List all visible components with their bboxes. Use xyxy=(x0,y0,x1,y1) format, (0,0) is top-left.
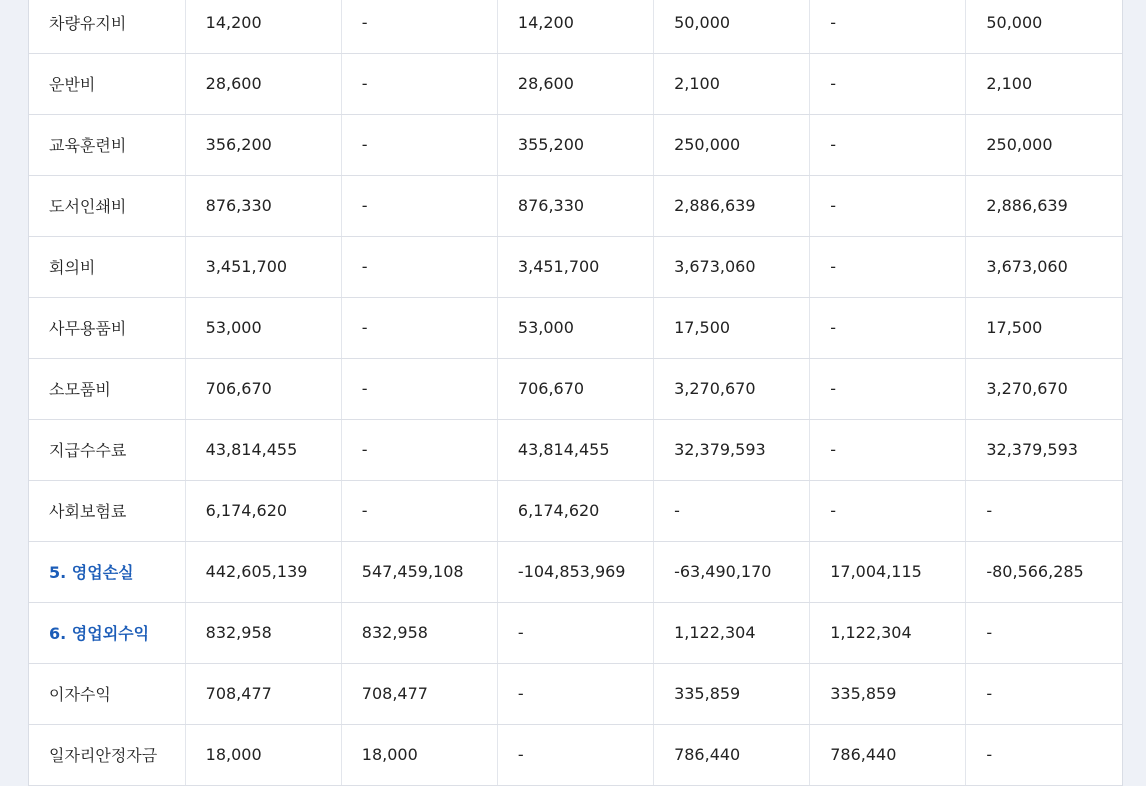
table-cell: - xyxy=(966,724,1122,785)
table-row xyxy=(29,663,1122,724)
table-cell: 3,270,670 xyxy=(966,358,1122,419)
table-cell: - xyxy=(341,358,497,419)
table-cell: 18,000 xyxy=(341,724,497,785)
table-cell: - xyxy=(341,114,497,175)
table-cell: - xyxy=(810,419,966,480)
table-cell: 335,859 xyxy=(810,663,966,724)
table-cell: 50,000 xyxy=(966,0,1122,53)
table-cell: - xyxy=(654,480,810,541)
table-cell: 18,000 xyxy=(185,724,341,785)
table-cell: 708,477 xyxy=(185,663,341,724)
table-cell: - xyxy=(497,602,653,663)
row-label: 회의비 xyxy=(29,236,185,297)
row-label: 차량유지비 xyxy=(29,0,185,53)
table-cell: 335,859 xyxy=(654,663,810,724)
table-cell: - xyxy=(810,53,966,114)
table-cell: 14,200 xyxy=(497,0,653,53)
table-cell: - xyxy=(341,175,497,236)
table-cell: 43,814,455 xyxy=(185,419,341,480)
table-cell: - xyxy=(810,297,966,358)
table-cell: - xyxy=(966,602,1122,663)
table-cell: 17,500 xyxy=(654,297,810,358)
table-cell: 442,605,139 xyxy=(185,541,341,602)
table-cell: 3,451,700 xyxy=(497,236,653,297)
financial-table-container xyxy=(28,0,1123,786)
row-label: 일자리안정자금 xyxy=(29,724,185,785)
table-cell: - xyxy=(341,53,497,114)
table-row xyxy=(29,358,1122,419)
table-row xyxy=(29,419,1122,480)
table-cell: - xyxy=(966,480,1122,541)
table-cell: 356,200 xyxy=(185,114,341,175)
table-row xyxy=(29,602,1122,663)
row-label: 지급수수료 xyxy=(29,419,185,480)
table-cell: - xyxy=(810,480,966,541)
row-label: 운반비 xyxy=(29,53,185,114)
table-cell: 3,270,670 xyxy=(654,358,810,419)
table-cell: 708,477 xyxy=(341,663,497,724)
row-label: 교육훈련비 xyxy=(29,114,185,175)
table-cell: 1,122,304 xyxy=(810,602,966,663)
table-cell: 786,440 xyxy=(654,724,810,785)
table-cell: -104,853,969 xyxy=(497,541,653,602)
table-cell: 3,673,060 xyxy=(966,236,1122,297)
table-row xyxy=(29,114,1122,175)
table-cell: 28,600 xyxy=(185,53,341,114)
table-cell: 706,670 xyxy=(185,358,341,419)
table-cell: 3,673,060 xyxy=(654,236,810,297)
table-cell: 832,958 xyxy=(341,602,497,663)
table-row xyxy=(29,541,1122,602)
table-cell: - xyxy=(966,663,1122,724)
table-cell: 50,000 xyxy=(654,0,810,53)
table-cell: 3,451,700 xyxy=(185,236,341,297)
row-label: 소모품비 xyxy=(29,358,185,419)
section-label: 5. 영업손실 xyxy=(29,541,185,602)
row-label: 이자수익 xyxy=(29,663,185,724)
table-cell: 2,100 xyxy=(654,53,810,114)
table-cell: 547,459,108 xyxy=(341,541,497,602)
table-cell: - xyxy=(810,175,966,236)
table-cell: 32,379,593 xyxy=(654,419,810,480)
table-cell: 28,600 xyxy=(497,53,653,114)
table-cell: 355,200 xyxy=(497,114,653,175)
table-cell: 250,000 xyxy=(654,114,810,175)
row-label: 사무용품비 xyxy=(29,297,185,358)
table-cell: 14,200 xyxy=(185,0,341,53)
row-label: 사회보험료 xyxy=(29,480,185,541)
table-cell: - xyxy=(341,480,497,541)
table-cell: - xyxy=(497,663,653,724)
table-cell: - xyxy=(341,297,497,358)
table-cell: 53,000 xyxy=(185,297,341,358)
table-cell: - xyxy=(810,236,966,297)
table-cell: 6,174,620 xyxy=(497,480,653,541)
table-row xyxy=(29,480,1122,541)
table-row xyxy=(29,297,1122,358)
table-cell: 1,122,304 xyxy=(654,602,810,663)
section-label: 6. 영업외수익 xyxy=(29,602,185,663)
row-label: 도서인쇄비 xyxy=(29,175,185,236)
table-row xyxy=(29,0,1122,53)
table-cell: 43,814,455 xyxy=(497,419,653,480)
table-row xyxy=(29,236,1122,297)
table-cell: 17,004,115 xyxy=(810,541,966,602)
table-row xyxy=(29,175,1122,236)
table-cell: 876,330 xyxy=(185,175,341,236)
table-cell: 786,440 xyxy=(810,724,966,785)
table-cell: - xyxy=(810,0,966,53)
table-cell: - xyxy=(810,358,966,419)
table-cell: 53,000 xyxy=(497,297,653,358)
table-cell: 2,100 xyxy=(966,53,1122,114)
table-cell: - xyxy=(497,724,653,785)
table-body xyxy=(29,0,1122,785)
table-cell: 32,379,593 xyxy=(966,419,1122,480)
table-cell: 250,000 xyxy=(966,114,1122,175)
table-cell: - xyxy=(341,0,497,53)
table-cell: 2,886,639 xyxy=(654,175,810,236)
table-row xyxy=(29,53,1122,114)
table-cell: - xyxy=(810,114,966,175)
table-cell: - xyxy=(341,236,497,297)
table-cell: - xyxy=(341,419,497,480)
table-cell: 876,330 xyxy=(497,175,653,236)
table-cell: -80,566,285 xyxy=(966,541,1122,602)
financial-table xyxy=(29,0,1122,786)
table-cell: 2,886,639 xyxy=(966,175,1122,236)
table-cell: 706,670 xyxy=(497,358,653,419)
table-cell: -63,490,170 xyxy=(654,541,810,602)
table-cell: 6,174,620 xyxy=(185,480,341,541)
table-cell: 832,958 xyxy=(185,602,341,663)
table-cell: 17,500 xyxy=(966,297,1122,358)
